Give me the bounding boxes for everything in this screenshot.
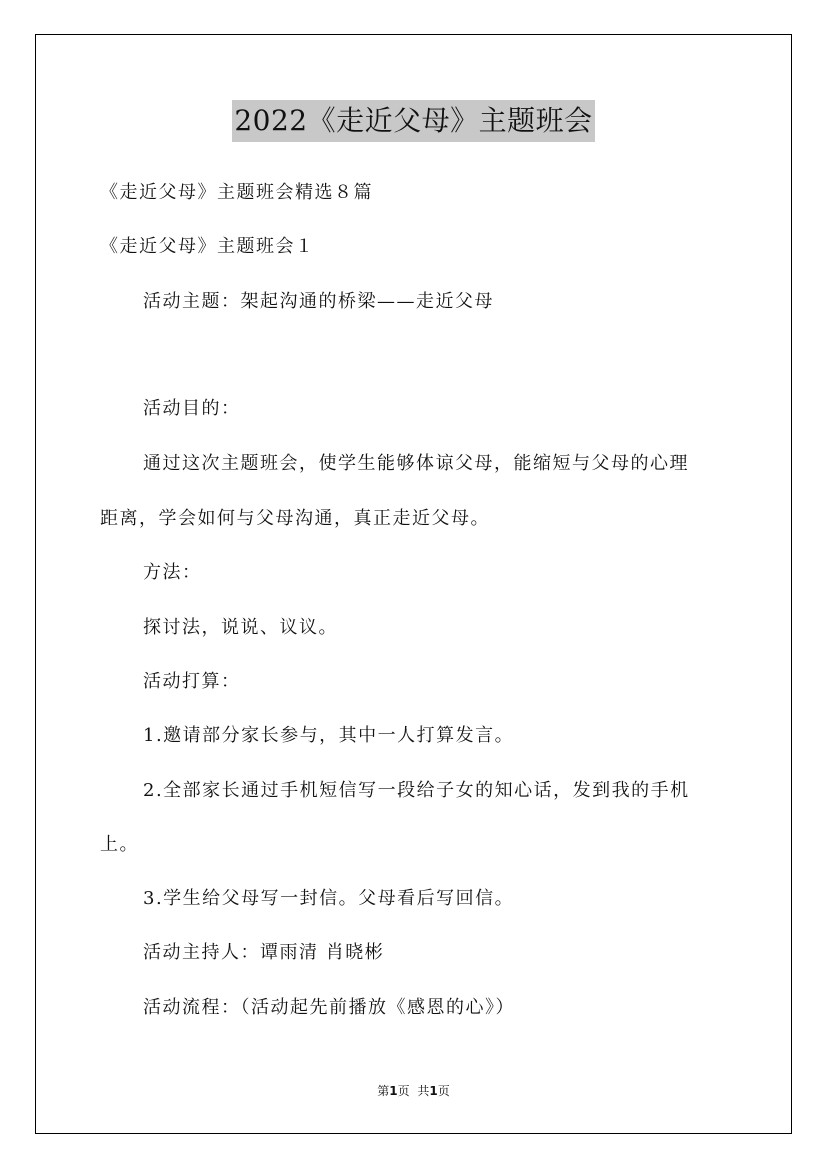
plan-item-2-line-2: 上。	[100, 834, 139, 855]
method-label: 方法：	[143, 562, 202, 583]
footer-total-suffix: 页	[437, 1084, 450, 1098]
footer-page-total: 1	[429, 1084, 438, 1098]
footer-page-prefix: 第	[377, 1084, 390, 1098]
host-line: 活动主持人：谭雨清 肖晓彬	[143, 942, 385, 963]
footer-total-prefix: 共	[417, 1084, 430, 1098]
plan-item-3: 3.学生给父母写一封信。父母看后写回信。	[143, 888, 515, 909]
plan-item-1: 1.邀请部分家长参与，其中一人打算发言。	[143, 725, 515, 746]
page-footer	[0, 1083, 827, 1099]
footer-page-suffix: 页	[397, 1084, 410, 1098]
process-line: 活动流程：（活动起先前播放《感恩的心》）	[143, 997, 515, 1018]
document-title: 2022《走近父母》主题班会	[232, 100, 594, 142]
plan-label: 活动打算：	[143, 671, 241, 692]
goal-line-1: 通过这次主题班会，使学生能够体谅父母，能缩短与父母的心理	[143, 453, 689, 474]
footer-page-current: 1	[389, 1084, 398, 1098]
method-text: 探讨法，说说、议议。	[143, 617, 338, 638]
title-container	[0, 100, 827, 142]
section-heading: 《走近父母》主题班会１	[100, 236, 315, 257]
goal-line-2: 距离，学会如何与父母沟通，真正走近父母。	[100, 508, 490, 529]
subtitle: 《走近父母》主题班会精选８篇	[100, 182, 373, 203]
goal-label: 活动目的：	[143, 398, 241, 419]
paragraph-theme: 活动主题：架起沟通的桥梁——走近父母	[143, 291, 494, 312]
plan-item-2-line-1: 2.全部家长通过手机短信写一段给子女的知心话，发到我的手机	[143, 780, 690, 801]
